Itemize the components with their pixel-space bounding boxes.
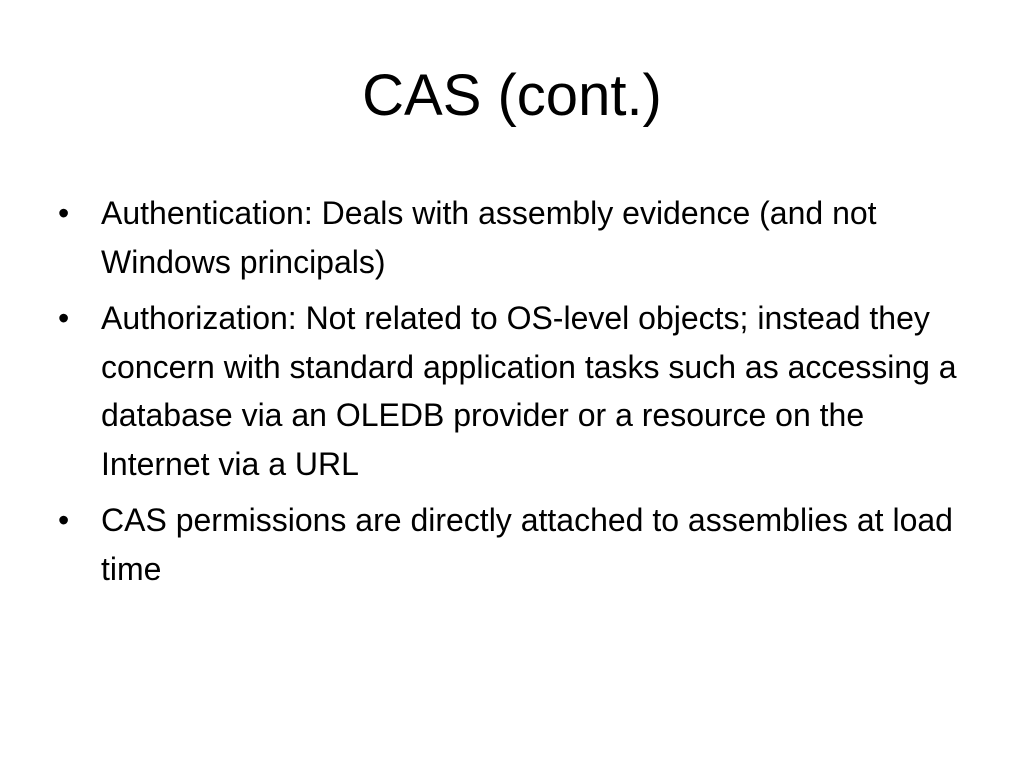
bullet-icon: •	[58, 300, 70, 336]
bullet-item	[58, 294, 958, 488]
slide-title: CAS (cont.)	[362, 63, 662, 128]
bullet-text: Authentication: Deals with assembly evidence (and not Windows principals)	[101, 195, 877, 280]
bullet-item	[58, 189, 958, 286]
bullet-list	[58, 189, 958, 601]
bullet-text: CAS permissions are directly attached to assemblies at load time	[101, 502, 953, 587]
bullet-icon: •	[58, 502, 70, 538]
bullet-text: Authorization: Not related to OS-level objects; instead they concern with standard application tasks such as accessing a database via an OLEDB provider or a resource on the Internet via a URL	[101, 300, 957, 482]
bullet-item	[58, 496, 958, 593]
bullet-icon: •	[58, 195, 70, 231]
